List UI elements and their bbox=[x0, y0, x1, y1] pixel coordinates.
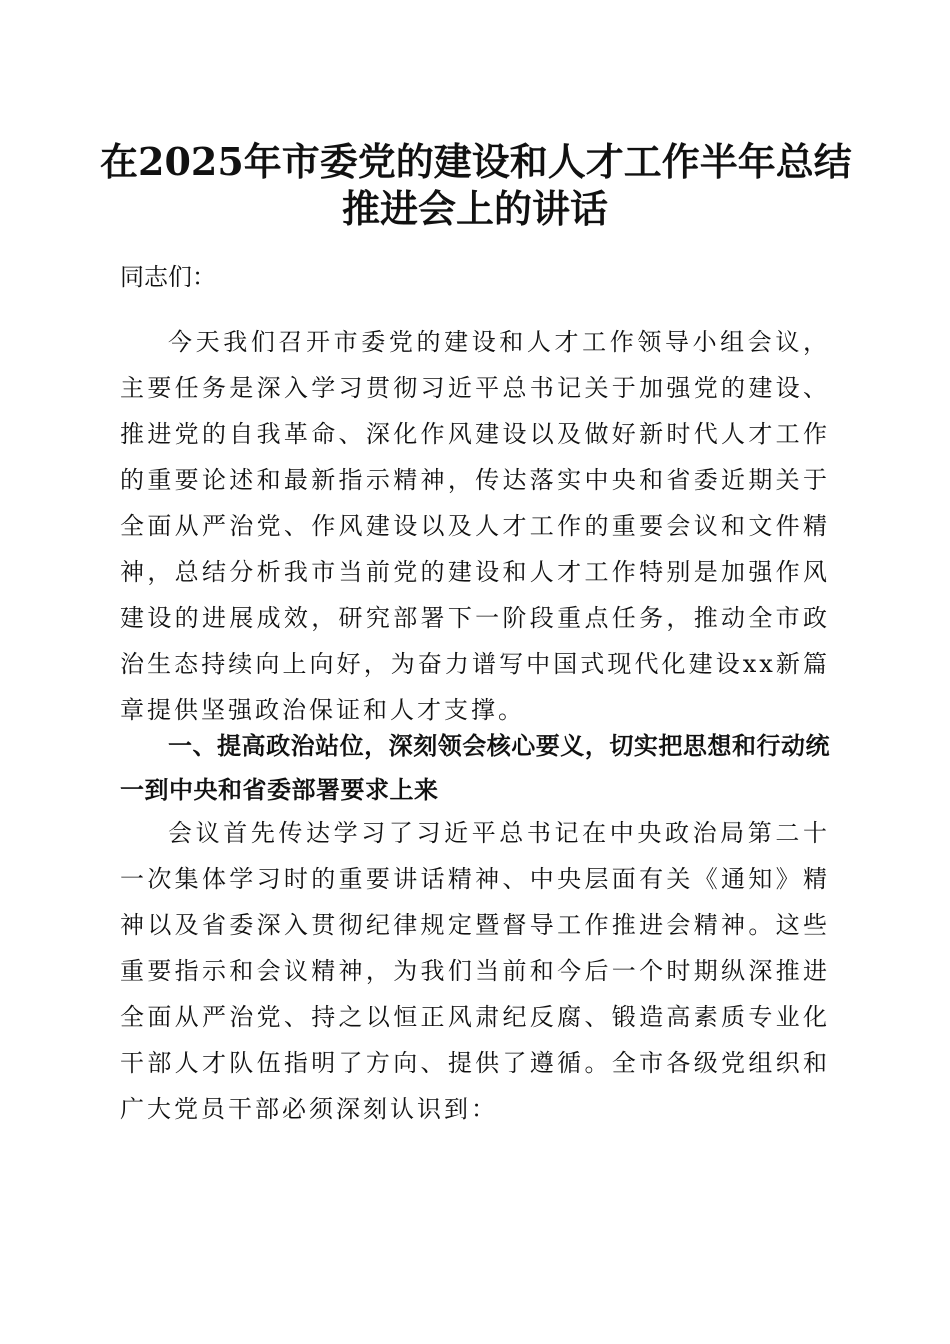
title-line-2: 推进会上的讲话 bbox=[341, 186, 608, 231]
paragraph-intro: 今天我们召开市委党的建设和人才工作领导小组会议，主要任务是深入学习贯彻习近平总书记关于加强党的建设、推进党的自我革命、深化作风建设以及做好新时代人才工作的重要论述和最新指示精神，传达落实中央和省委近期关于全面从严治党、作风建设以及人才工作的重要会议和文件精神，总结分析我市当前党的建设和人才工作特别是加强作风建设的进展成效，研究部署下一阶段重点任务，推动全市政治生态持续向上向好，为奋力谱写中国式现代化建设xx新篇章提供坚强政治保证和人才支撑。 bbox=[120, 328, 830, 724]
paragraph-section-1: 会议首先传达学习了习近平总书记在中央政治局第二十一次集体学习时的重要讲话精神、中央层面有关《通知》精神以及省委深入贯彻纪律规定暨督导工作推进会精神。这些重要指示和会议精神，为我们当前和今后一个时期纵深推进全面从严治党、持之以恒正风肃纪反腐、锻造高素质专业化干部人才队伍指明了方向、提供了遵循。全市各级党组织和广大党员干部必须深刻认识到： bbox=[120, 819, 830, 1123]
document-title bbox=[100, 138, 850, 232]
salutation: 同志们： bbox=[120, 263, 216, 291]
title-line-1: 在2025年市委党的建设和人才工作半年总结 bbox=[100, 139, 852, 184]
section-heading-1: 一、提高政治站位，深刻领会核心要义，切实把思想和行动统一到中央和省委部署要求上来 bbox=[120, 732, 830, 804]
